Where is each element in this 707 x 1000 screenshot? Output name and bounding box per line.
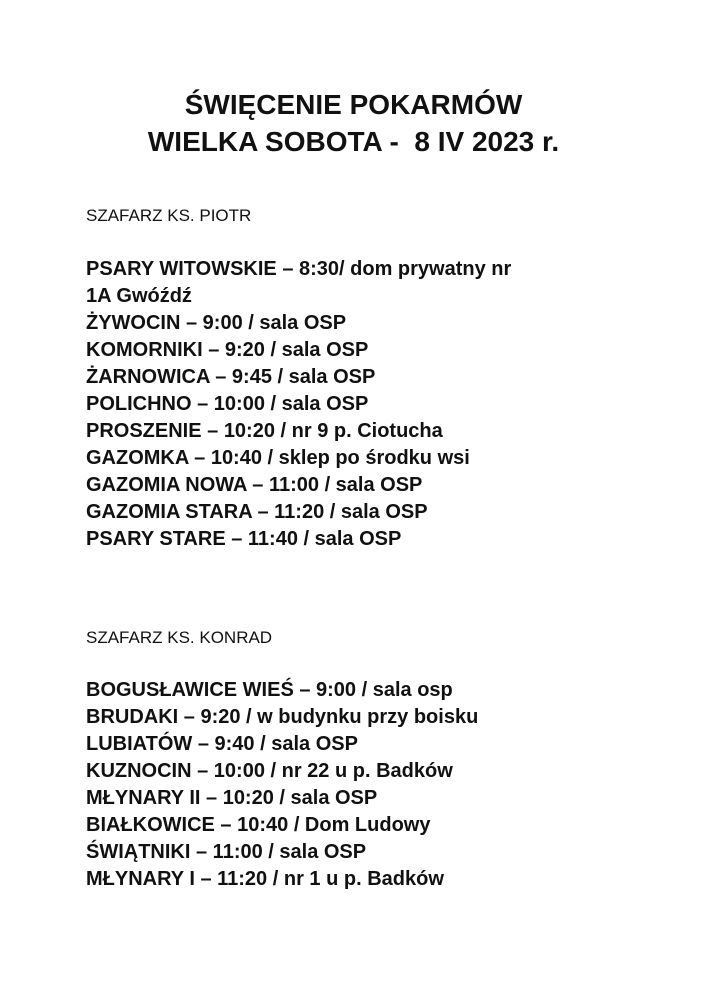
list-item: MŁYNARY I – 11:20 / nr 1 u p. Badków: [86, 868, 444, 890]
list-item: PSARY WITOWSKIE – 8:30/ dom prywatny nr: [86, 258, 512, 280]
list-item: GAZOMIA NOWA – 11:00 / sala OSP: [86, 474, 423, 496]
list-item: POLICHNO – 10:00 / sala OSP: [86, 393, 369, 415]
section-1-priest: SZAFARZ KS. PIOTR: [86, 206, 252, 225]
list-item: BIAŁKOWICE – 10:40 / Dom Ludowy: [86, 814, 431, 836]
title-line-2: WIELKA SOBOTA - 8 IV 2023 r.: [147, 126, 560, 157]
list-item: KUZNOCIN – 10:00 / nr 22 u p. Badków: [86, 760, 453, 782]
section-2-priest: SZAFARZ KS. KONRAD: [86, 628, 273, 647]
list-item: ŻARNOWICA – 9:45 / sala OSP: [86, 366, 376, 388]
list-item: GAZOMIA STARA – 11:20 / sala OSP: [86, 501, 428, 523]
list-item: KOMORNIKI – 9:20 / sala OSP: [86, 339, 369, 361]
section-2-schedule-list: [86, 677, 478, 893]
list-item: PSARY STARE – 11:40 / sala OSP: [86, 528, 402, 550]
list-item: BRUDAKI – 9:20 / w budynku przy boisku: [86, 706, 479, 728]
list-item: 1A Gwóźdź: [86, 285, 192, 307]
section-1-schedule-list: [86, 256, 511, 553]
page-title: [0, 86, 707, 160]
title-line-1: ŚWIĘCENIE POKARMÓW: [184, 89, 523, 120]
list-item: ŚWIĄTNIKI – 11:00 / sala OSP: [86, 841, 367, 863]
list-item: ŻYWOCIN – 9:00 / sala OSP: [86, 312, 347, 334]
list-item: GAZOMKA – 10:40 / sklep po środku wsi: [86, 447, 470, 469]
list-item: MŁYNARY II – 10:20 / sala OSP: [86, 787, 378, 809]
list-item: LUBIATÓW – 9:40 / sala OSP: [86, 733, 358, 755]
list-item: PROSZENIE – 10:20 / nr 9 p. Ciotucha: [86, 420, 443, 442]
list-item: BOGUSŁAWICE WIEŚ – 9:00 / sala osp: [86, 679, 453, 701]
